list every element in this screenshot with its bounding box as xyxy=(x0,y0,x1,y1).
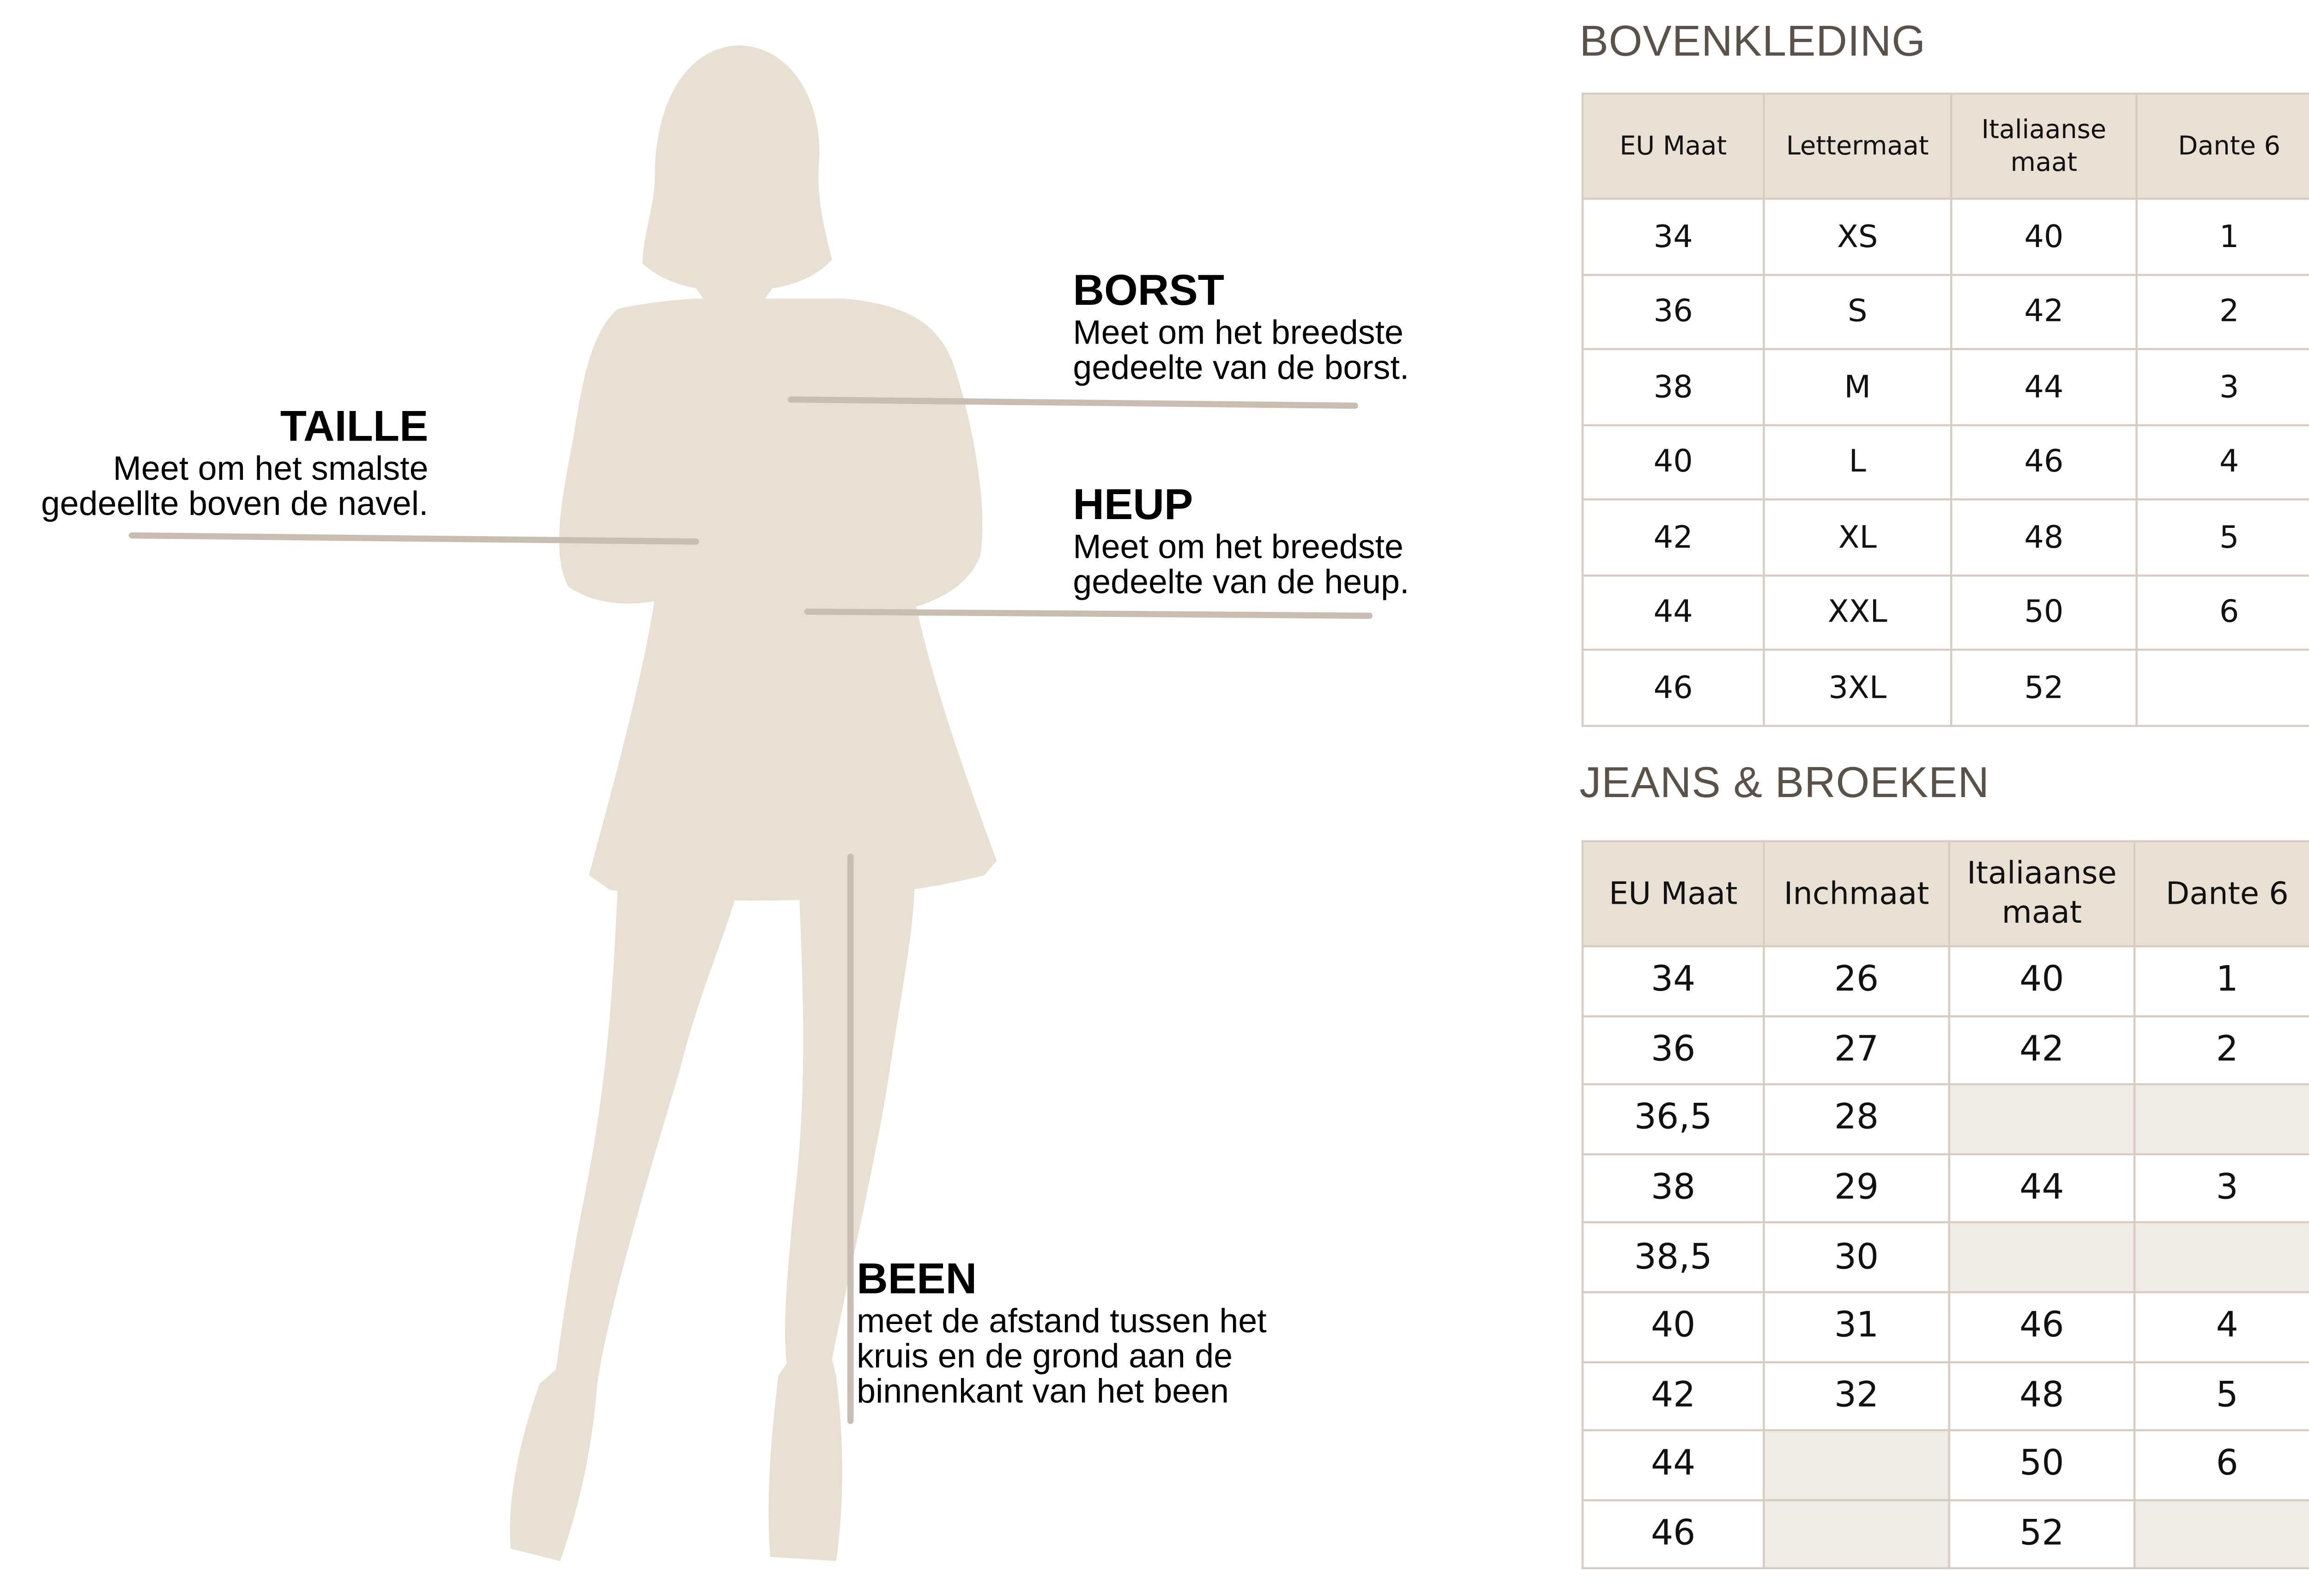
table-row xyxy=(1583,1223,2309,1292)
table-row xyxy=(1583,1085,2309,1154)
table-cell: 4 xyxy=(2134,1292,2309,1361)
table-cell: 27 xyxy=(1764,1016,1949,1085)
table-cell: 40 xyxy=(1583,1292,1764,1361)
table-cell xyxy=(1764,1500,1949,1569)
table-cell xyxy=(2134,1085,2309,1154)
borst-label xyxy=(1073,268,1409,387)
table-row xyxy=(1583,574,2309,650)
table-cell: 52 xyxy=(1951,650,2136,725)
table-cell: XS xyxy=(1764,199,1951,274)
table-cell: 42 xyxy=(1951,274,2136,349)
table-cell: XXL xyxy=(1764,574,1951,650)
heup-label xyxy=(1073,482,1409,601)
table-cell: 48 xyxy=(1949,1361,2134,1431)
table-cell: 2 xyxy=(2137,274,2309,349)
table-cell xyxy=(1764,1431,1949,1500)
table-cell: S xyxy=(1764,274,1951,349)
table-row xyxy=(1583,650,2309,725)
been-label xyxy=(857,1256,1267,1410)
table-cell xyxy=(2137,650,2309,725)
bovenkleding-sizes-header-cell: Dante 6 xyxy=(2137,94,2309,199)
table-cell: 32 xyxy=(1764,1361,1949,1431)
table-cell: 34 xyxy=(1583,946,1764,1016)
table-cell: 3XL xyxy=(1764,650,1951,725)
table-cell: 36 xyxy=(1583,1016,1764,1085)
jeans-sizes-table xyxy=(1582,840,2309,1570)
been-desc-line-2: kruis en de grond aan de xyxy=(857,1338,1233,1376)
table-cell: 4 xyxy=(2137,424,2309,500)
been-desc-line-3: binnenkant van het been xyxy=(857,1373,1229,1411)
table-cell: 34 xyxy=(1583,199,1764,274)
table-row xyxy=(1583,946,2309,1016)
table-cell: 46 xyxy=(1583,1500,1764,1569)
table-row xyxy=(1583,349,2309,424)
jeans-sizes-header-cell: Italiaanse maat xyxy=(1949,841,2134,946)
table-cell xyxy=(1949,1085,2134,1154)
table-row xyxy=(1583,1154,2309,1223)
table-cell: 44 xyxy=(1583,574,1764,650)
table-cell: 48 xyxy=(1951,499,2136,574)
table-cell: 38 xyxy=(1583,1154,1764,1223)
table-row xyxy=(1583,199,2309,274)
table-cell: M xyxy=(1764,349,1951,424)
table-cell: 46 xyxy=(1951,424,2136,500)
table-cell: 26 xyxy=(1764,946,1949,1016)
table-row xyxy=(1583,1500,2309,1569)
table-cell: 40 xyxy=(1949,946,2134,1016)
jeans-section-title: JEANS & BROEKEN xyxy=(1579,760,1990,808)
taille-label xyxy=(41,404,429,523)
been-title: BEEN xyxy=(857,1256,977,1304)
table-row xyxy=(1583,1292,2309,1361)
bovenkleding-sizes-header-cell: Lettermaat xyxy=(1764,94,1951,199)
table-cell: 31 xyxy=(1764,1292,1949,1361)
table-cell xyxy=(1949,1223,2134,1292)
table-cell: 42 xyxy=(1949,1016,2134,1085)
table-cell: 50 xyxy=(1949,1431,2134,1500)
table-cell xyxy=(2134,1223,2309,1292)
table-cell: 38 xyxy=(1583,349,1764,424)
jeans-sizes-header-cell: Dante 6 xyxy=(2134,841,2309,946)
table-row xyxy=(1583,499,2309,574)
heup-desc-line-1: Meet om het breedste xyxy=(1073,529,1404,567)
table-cell: 1 xyxy=(2137,199,2309,274)
table-cell: 52 xyxy=(1949,1500,2134,1569)
taille-desc-line-1: Meet om het smalste xyxy=(113,451,429,488)
bovenkleding-sizes-header-row xyxy=(1583,94,2309,199)
table-cell: 40 xyxy=(1951,199,2136,274)
table-cell: 30 xyxy=(1764,1223,1949,1292)
table-cell: XL xyxy=(1764,499,1951,574)
jeans-sizes-header-row xyxy=(1583,841,2309,946)
taille-title: TAILLE xyxy=(280,404,429,451)
table-cell: 2 xyxy=(2134,1016,2309,1085)
table-row xyxy=(1583,1431,2309,1500)
table-cell: 6 xyxy=(2137,574,2309,650)
heup-title: HEUP xyxy=(1073,482,1193,530)
jeans-sizes-header-cell: Inchmaat xyxy=(1764,841,1949,946)
table-cell: 44 xyxy=(1951,349,2136,424)
borst-title: BORST xyxy=(1073,267,1225,315)
table-cell: 5 xyxy=(2137,499,2309,574)
table-cell: 46 xyxy=(1583,650,1764,725)
table-cell: 42 xyxy=(1583,499,1764,574)
table-cell: 38,5 xyxy=(1583,1223,1764,1292)
table-row xyxy=(1583,274,2309,349)
table-cell: L xyxy=(1764,424,1951,500)
taille-desc-line-2: gedeellte boven de navel. xyxy=(41,486,429,523)
bovenkleding-sizes-header-cell: EU Maat xyxy=(1583,94,1764,199)
borst-desc-line-2: gedeelte van de borst. xyxy=(1073,350,1409,387)
table-cell: 1 xyxy=(2134,946,2309,1016)
table-cell: 44 xyxy=(1583,1431,1764,1500)
heup-guide-line xyxy=(807,611,1369,616)
jeans-sizes-header-cell: EU Maat xyxy=(1583,841,1764,946)
bovenkleding-sizes-header-cell: Italiaanse maat xyxy=(1951,94,2136,199)
table-cell: 29 xyxy=(1764,1154,1949,1223)
table-cell: 46 xyxy=(1949,1292,2134,1361)
table-row xyxy=(1583,424,2309,500)
bovenkleding-section-title: BOVENKLEDING xyxy=(1579,18,1926,66)
table-row xyxy=(1583,1361,2309,1431)
borst-desc-line-1: Meet om het breedste xyxy=(1073,315,1404,352)
table-cell: 6 xyxy=(2134,1431,2309,1500)
table-cell xyxy=(2134,1500,2309,1569)
table-cell: 36 xyxy=(1583,274,1764,349)
bovenkleding-sizes-table xyxy=(1582,93,2309,726)
table-cell: 42 xyxy=(1583,1361,1764,1431)
table-cell: 36,5 xyxy=(1583,1085,1764,1154)
table-cell: 50 xyxy=(1951,574,2136,650)
table-cell: 40 xyxy=(1583,424,1764,500)
table-cell: 44 xyxy=(1949,1154,2134,1223)
table-cell: 28 xyxy=(1764,1085,1949,1154)
table-cell: 5 xyxy=(2134,1361,2309,1431)
table-cell: 3 xyxy=(2134,1154,2309,1223)
heup-desc-line-2: gedeelte van de heup. xyxy=(1073,564,1409,602)
table-row xyxy=(1583,1016,2309,1085)
been-desc-line-1: meet de afstand tussen het xyxy=(857,1303,1267,1341)
table-cell: 3 xyxy=(2137,349,2309,424)
